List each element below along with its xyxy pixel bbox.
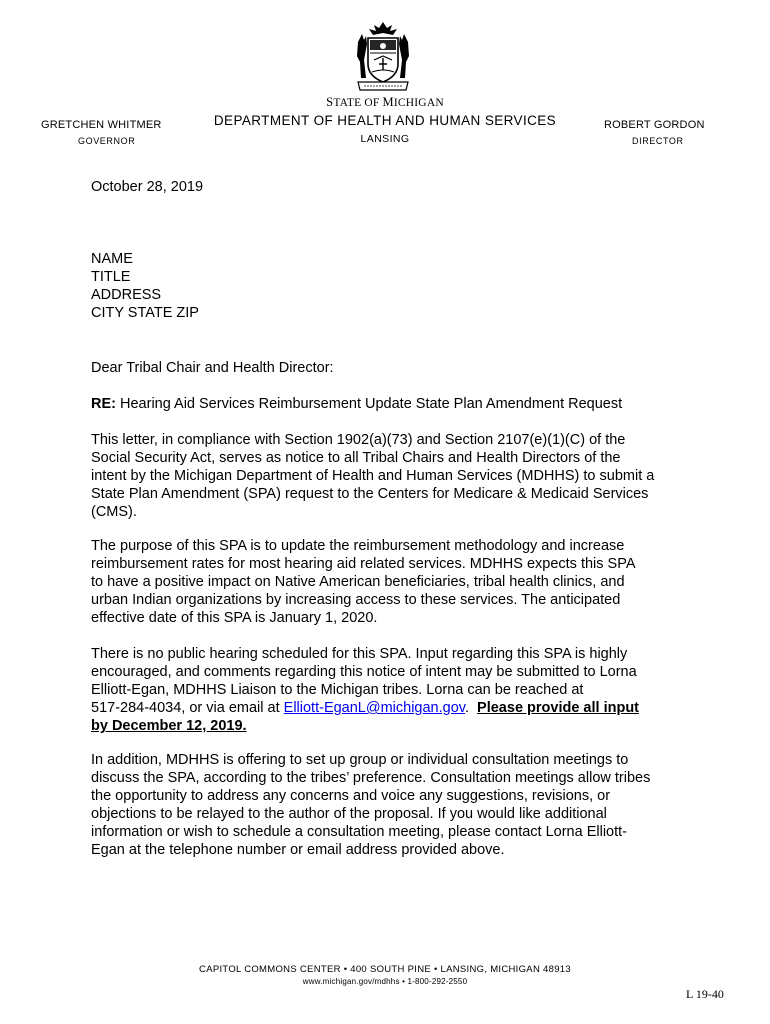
subject-line xyxy=(91,395,622,413)
deadline-date: by December 12, 2019. xyxy=(91,718,247,734)
text-line: (CMS). xyxy=(91,504,137,520)
recipient-address xyxy=(91,250,199,322)
email-link[interactable]: Elliott-EganL@michigan.gov xyxy=(283,700,465,716)
text-line: Elliott-Egan, MDHHS Liaison to the Michigan tribes. Lorna can be reached at xyxy=(91,682,584,698)
address-line: NAME xyxy=(91,251,133,267)
deadline-notice: Please provide all input xyxy=(477,700,640,716)
subject-text: Hearing Aid Services Reimbursement Update State Plan Amendment Request xyxy=(120,396,623,412)
text-line: This letter, in compliance with Section 1902(a)(73) and Section 2107(e)(1)(C) of the xyxy=(91,432,626,448)
salutation: Dear Tribal Chair and Health Director: xyxy=(91,360,334,376)
text-line: Egan at the telephone number or email address provided above. xyxy=(91,842,505,858)
director-title: DIRECTOR xyxy=(632,136,684,146)
michigan-state-seal-icon xyxy=(352,20,414,92)
letter-date: October 28, 2019 xyxy=(91,179,204,195)
address-line: TITLE xyxy=(91,269,131,285)
director-name: ROBERT GORDON xyxy=(604,119,705,131)
text-line: urban Indian organizations by increasing access to these services. The anticipated xyxy=(91,592,621,608)
form-number: L 19-40 xyxy=(686,987,724,1001)
text-line: State Plan Amendment (SPA) request to the Centers for Medicare & Medicaid Services xyxy=(91,486,649,502)
address-line: ADDRESS xyxy=(91,287,162,303)
subject-label: RE: xyxy=(91,396,116,412)
text-line xyxy=(91,717,691,735)
governor-title: GOVERNOR xyxy=(78,136,136,146)
text-line: reimbursement rates for most hearing aid related services. MDHHS expects this SPA xyxy=(91,556,636,572)
text-line: encouraged, and comments regarding this notice of intent may be submitted to Lorna xyxy=(91,664,637,680)
text-line: There is no public hearing scheduled for this SPA. Input regarding this SPA is highly xyxy=(91,646,628,662)
text-line: discuss the SPA, according to the tribes’ preference. Consultation meetings allow tribes xyxy=(91,770,651,786)
department-city: LANSING xyxy=(360,133,410,145)
department-name: DEPARTMENT OF HEALTH AND HUMAN SERVICES xyxy=(213,113,557,128)
footer-address: CAPITOL COMMONS CENTER • 400 SOUTH PINE • LANSING, MICHIGAN 48913 xyxy=(199,964,571,975)
text-line: Social Security Act, serves as notice to all Tribal Chairs and Health Directors of the xyxy=(91,450,621,466)
paragraph-purpose xyxy=(91,537,691,627)
text-line: the opportunity to address any concerns and voice any suggestions, revisions, or xyxy=(91,788,611,804)
text-line: The purpose of this SPA is to update the reimbursement methodology and increase xyxy=(91,538,625,554)
governor-name: GRETCHEN WHITMER xyxy=(41,119,162,131)
text-line: 517-284-4034, or via email at Elliott-EganL@michigan.gov. Please provide all input xyxy=(91,700,640,716)
paragraph-consultation xyxy=(91,751,691,859)
state-of-michigan-heading: STATE OF MICHIGAN xyxy=(326,95,444,109)
text-line: effective date of this SPA is January 1, 2020. xyxy=(91,610,378,626)
paragraph-public-hearing xyxy=(91,645,691,735)
text-line: objections to be relayed to the author of the proposal. If you would like additional xyxy=(91,806,607,822)
text-line: intent by the Michigan Department of Health and Human Services (MDHHS) to submit a xyxy=(91,468,655,484)
paragraph-compliance xyxy=(91,431,691,521)
footer-contact: www.michigan.gov/mdhhs • 1-800-292-2550 xyxy=(302,977,468,986)
text-line: information or wish to schedule a consultation meeting, please contact Lorna Elliott- xyxy=(91,824,627,840)
text-line: to have a positive impact on Native American beneficiaries, tribal health clinics, and xyxy=(91,574,625,590)
address-line: CITY STATE ZIP xyxy=(91,305,199,321)
text-line: In addition, MDHHS is offering to set up group or individual consultation meetings to xyxy=(91,752,629,768)
